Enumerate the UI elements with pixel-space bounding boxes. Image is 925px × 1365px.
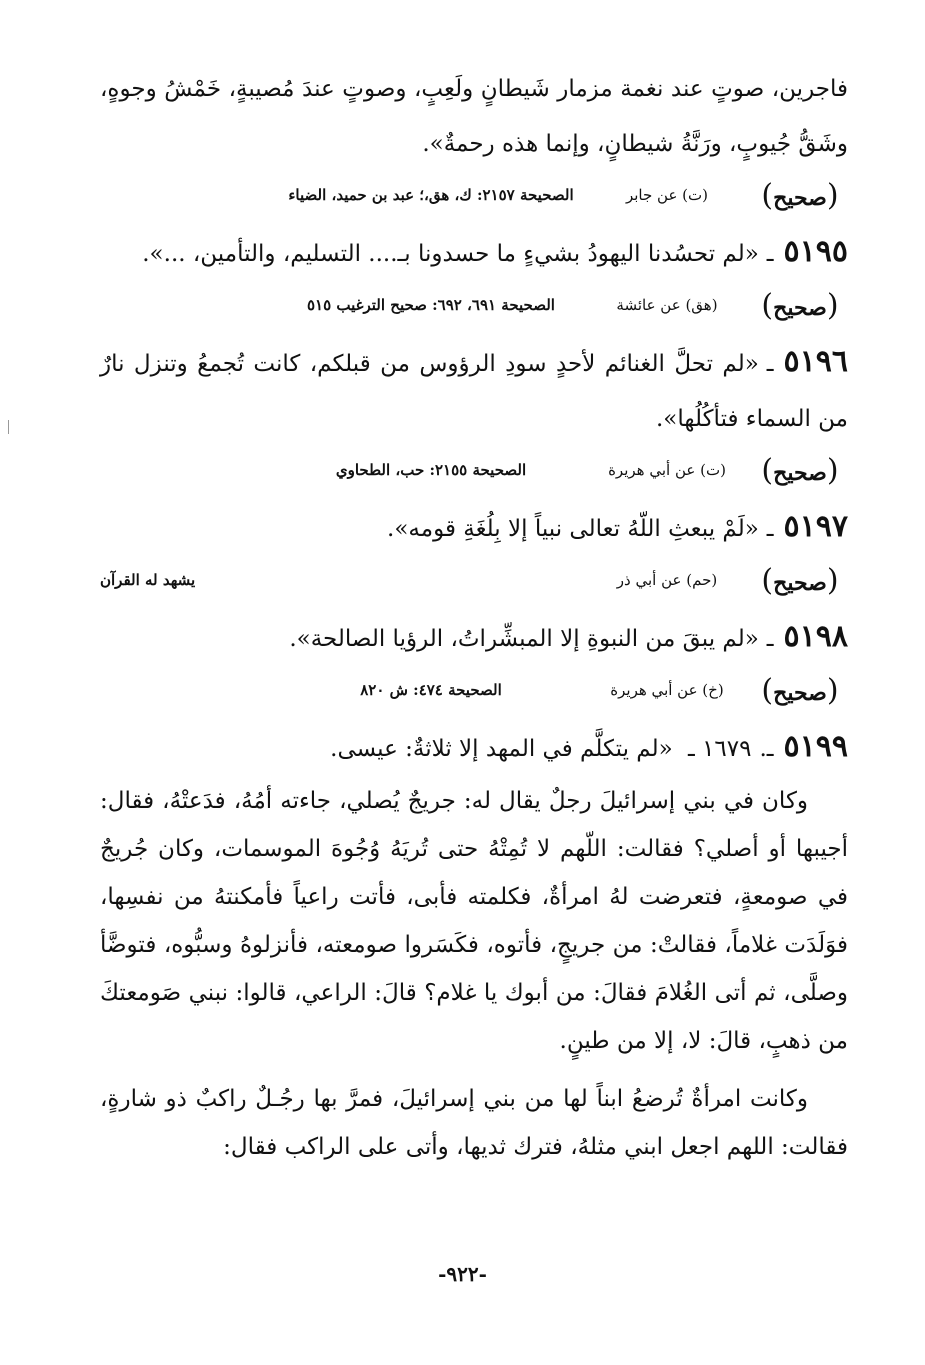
grade-row	[100, 172, 848, 218]
hadith-number: ٥١٩٧	[783, 509, 848, 544]
hadith-body: «لم تحسُدنا اليهودُ بشيءٍ ما حسدونا بـ.... التسليم، والتأمين، ...».	[142, 241, 759, 267]
hadith-text: ٥١٩٨ـ«لم يبقَ من النبوةِ إلا المبشِّراتُ، الرؤيا الصالحة».	[289, 619, 848, 654]
reference: الصحيحة ٢١٥٥: حب، الطحاوي	[335, 461, 527, 479]
source: (ت) عن جابر	[625, 186, 709, 204]
grade-row	[100, 557, 848, 603]
hadith-number: ٥١٩٦	[783, 344, 848, 379]
grade-row	[100, 667, 848, 713]
margin-mark	[8, 420, 9, 434]
hadith-body: «لَمْ يبعثِ اللّهُ تعالى نبياً إلا بِلُغَةِ قومه».	[387, 516, 759, 542]
source: (خ) عن أبي هريرة	[610, 681, 724, 699]
page-body	[100, 62, 848, 1171]
grade-badge: (صحيح)	[761, 672, 839, 708]
hadith-body: «لم يبقَ من النبوةِ إلا المبشِّراتُ، الرؤيا الصالحة».	[289, 626, 759, 652]
page-number: -٩٢٢-	[438, 1262, 487, 1286]
reference: الصحيحة ٢١٥٧: ك، هق،؛ عبد بن حميد، الضياء	[288, 186, 574, 204]
hadith-text: ٥١٩٦ـ«لم تحلَّ الغنائم لأحدٍ سودِ الرؤوس من قبلكم، كانت تُجمعُ وتنزل نارٌ من السماء فتأكُلُها».	[100, 344, 848, 432]
grade-row	[100, 282, 848, 328]
reference: الصحيحة ٦٩١، ٦٩٢: صحيح الترغيب ٥١٥	[307, 296, 555, 314]
source: (هق) عن عائشة	[616, 296, 718, 314]
hadith-number: ٥١٩٥	[783, 234, 848, 269]
source: (حم) عن أبي ذر	[616, 571, 718, 589]
hadith-text: ٥١٩٩ـ.١٦٧٩ ـ «لم يتكلَّم في المهد إلا ثلاثةٌ: عيسى.	[330, 729, 848, 764]
extra-note: يشهد له القرآن	[100, 571, 196, 589]
grade-badge: (صحيح)	[761, 287, 839, 323]
grade-badge: (صحيح)	[761, 177, 839, 213]
hadith-number: ٥١٩٩	[783, 729, 848, 764]
grade-badge: (صحيح)	[761, 562, 839, 598]
narrative-paragraph: وكان في بني إسرائيلَ رجلٌ يقال له: جريجٌ يُصلي، جاءته أمُهُ، فدَعتْهُ، فقال: أجيبها أو أصلي؟ فقالت: اللّهم لا تُمِتْهُ حتى تُريَهُ وُجُوهَ الموسمات، وكان جُريجٌ في صومعةٍ، فتعرضت لهُ امرأةٌ، فكلمته فأبى، فأتت راعياً فأمكنتهُ من نفسِها، فوَلَدَت غلاماً، فقالتْ: من جريجٍ، فأتوه، فكَسَروا صومعته، فأنزلوهُ وسبُّوه، فتوضَّأ وصلَّى، ثم أتى الغُلامَ فقالَ: من أبوك يا غلام؟ قالَ: الراعي، قالوا: نبني صَومعتكَ من ذهبٍ، قالَ: لا، إلا من طينٍ.	[100, 788, 848, 1054]
hadith-body: فاجرين، صوتٍ عند نغمة مزمار شَيطانٍ ولَعِبٍ، وصوتٍ عندَ مُصيبةٍ، خَمْشُ وجوهٍ، وشَقُّ جُيوبٍ، ورَنَّةُ شيطانٍ، وإنما هذه رحمةٌ».	[100, 76, 848, 157]
hadith-text: ٥١٩٥ـ«لم تحسُدنا اليهودُ بشيءٍ ما حسدونا بـ.... التسليم، والتأمين، ...».	[142, 234, 848, 269]
grade-badge: (صحيح)	[761, 452, 839, 488]
hadith-text	[100, 62, 848, 172]
hadith-body: «لم يتكلَّم في المهد إلا ثلاثةٌ: عيسى.	[330, 736, 673, 762]
hadith-sub-number: ١٦٧٩	[702, 736, 752, 762]
source: (ت) عن أبي هريرة	[608, 461, 726, 479]
narrative-paragraph: وكانت امرأةٌ تُرضعُ ابناً لها من بني إسرائيلَ، فمرَّ بها رجُـلٌ راكبٌ ذو شارةٍ، فقالت: اللهم اجعل ابني مثلهُ، فترك ثديها، وأتى على الراكب فقال:	[100, 1086, 848, 1160]
grade-row	[100, 447, 848, 493]
reference: الصحيحة ٤٧٤: ش ٨٢٠	[360, 681, 502, 699]
hadith-number: ٥١٩٨	[783, 619, 848, 654]
hadith-body: «لم تحلَّ الغنائم لأحدٍ سودِ الرؤوس من قبلكم، كانت تُجمعُ وتنزل نارٌ من السماء فتأكُلُها».	[100, 351, 848, 432]
hadith-text: ٥١٩٧ـ«لَمْ يبعثِ اللّهُ تعالى نبياً إلا بِلُغَةِ قومه».	[387, 509, 848, 544]
